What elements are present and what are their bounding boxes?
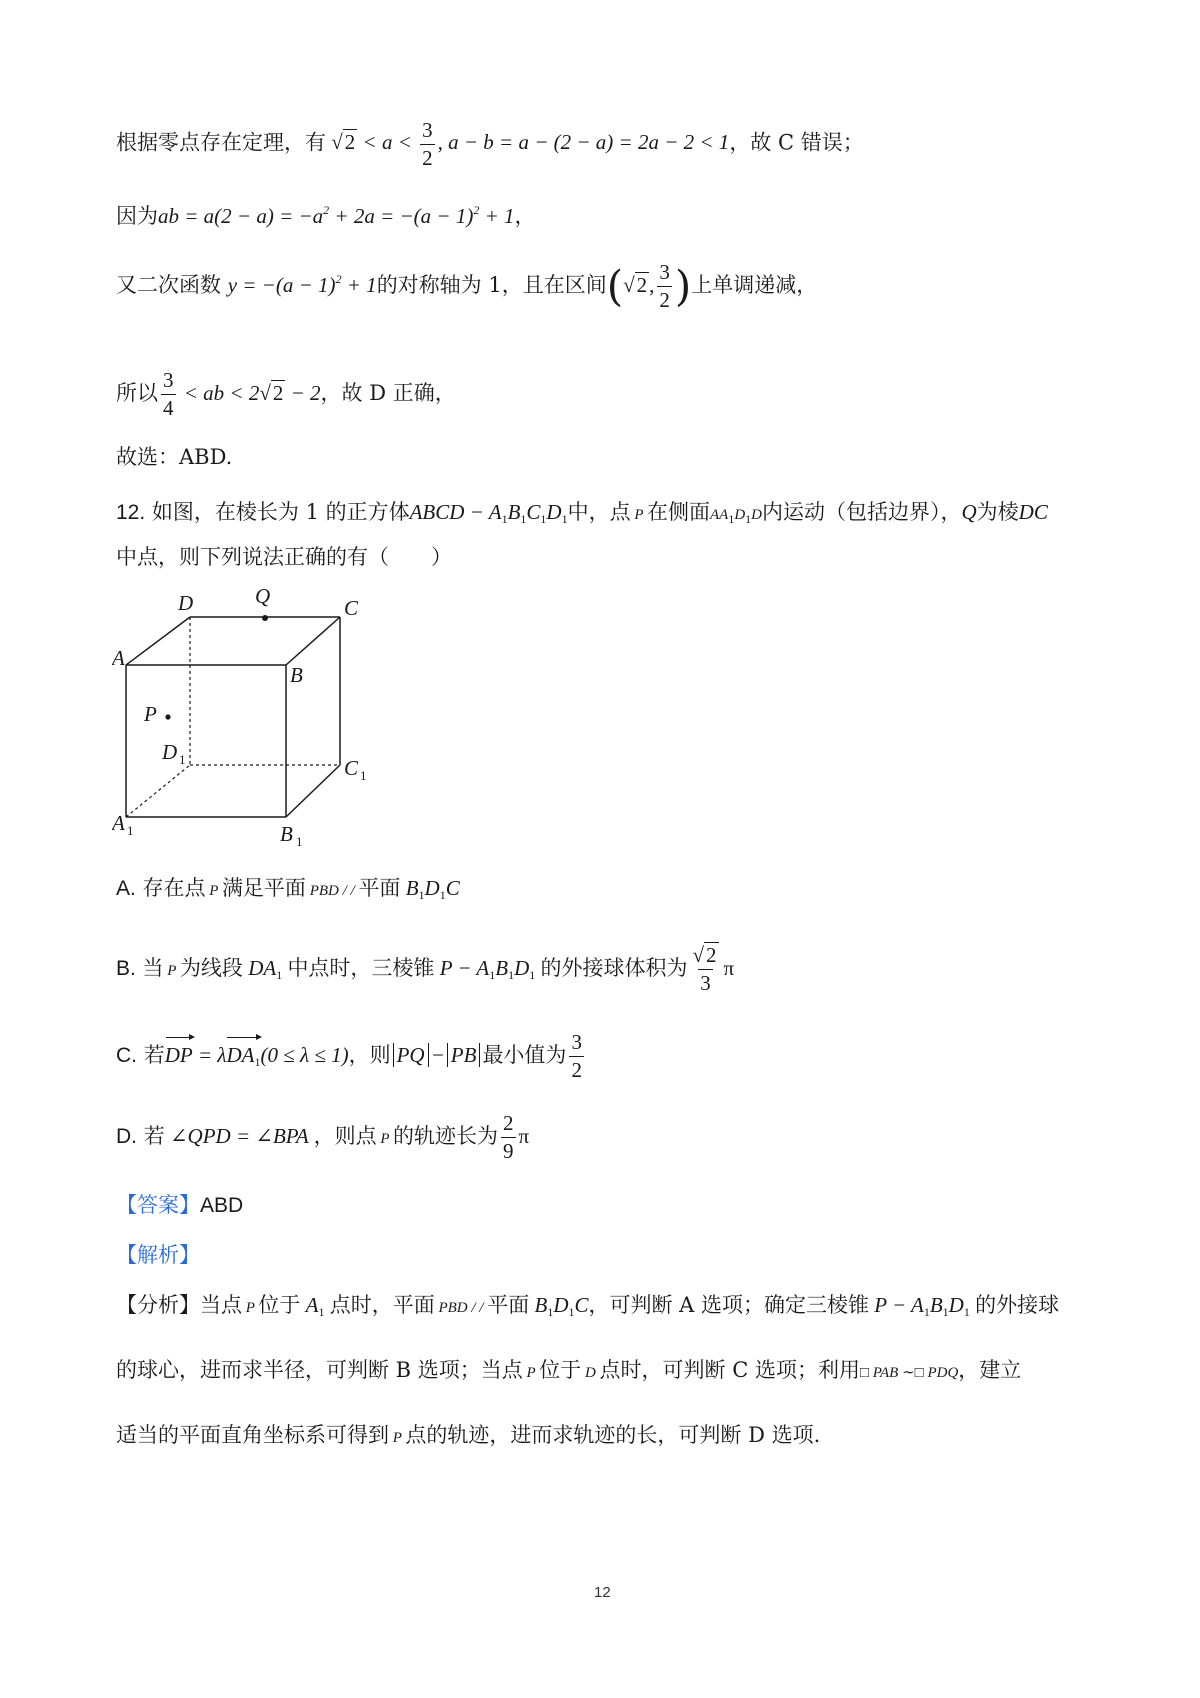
text-segment: 适当的平面直角坐标系可得到 xyxy=(116,1423,389,1447)
text-segment: 上单调递减， xyxy=(691,273,818,297)
text-segment: 中，点 xyxy=(567,500,631,524)
label-q: Q xyxy=(255,585,271,608)
label-p: P xyxy=(144,702,157,726)
text-segment: 点的轨迹，进而求轨迹的长，可判断 D 选项. xyxy=(405,1423,821,1447)
solution-line-zero-theorem: 根据零点存在定理，有 √2 < a < $\frac{3}{2}$ , a − b = a − (2 − a) = 2a − 2 < 1，故 C 错误； xyxy=(116,118,864,170)
label-c1: C xyxy=(344,756,359,780)
text-segment: 满足平面 xyxy=(221,876,306,900)
question-12-line2 xyxy=(116,542,452,572)
text-segment: 如图，在棱长为 1 的正方体 xyxy=(151,500,410,524)
text-segment: 的球心，进而求半径，可判断 B 选项；当点 xyxy=(116,1358,523,1382)
text-segment: 又二次函数 xyxy=(116,273,221,297)
label-a: A xyxy=(112,646,125,670)
label-c: C xyxy=(344,596,359,620)
text-segment: ，则点 xyxy=(313,1124,377,1148)
option-letter: A. xyxy=(116,877,136,900)
option-letter: C. xyxy=(116,1044,137,1067)
text-segment: 因为 xyxy=(116,204,158,228)
text-segment: 在侧面 xyxy=(646,500,710,524)
cube-figure xyxy=(112,585,392,850)
text-segment: 当 xyxy=(142,956,164,980)
text-segment: 若 xyxy=(143,1043,165,1067)
analysis-tag: 【解析】 xyxy=(116,1243,200,1267)
option-d: D. 若 ∠QPD = ∠BPA ，则点 P 的轨迹长为 $\frac{2}{9}$ π xyxy=(116,1111,530,1163)
text-segment: 位于 xyxy=(539,1358,582,1382)
edge-b1c1 xyxy=(286,765,340,817)
text-segment: 内运动（包括边界）， xyxy=(762,500,962,524)
text-segment: 根据零点存在定理，有 xyxy=(116,130,326,155)
label-d1: D xyxy=(162,740,178,764)
page-number: 12 xyxy=(594,1584,611,1601)
text-segment: 的轨迹长为 xyxy=(393,1124,499,1148)
label-a1: A xyxy=(112,811,125,835)
option-letter: D. xyxy=(116,1125,137,1148)
question-12-line1: 12. 如图，在棱长为 1 的正方体ABCD − $A_1B_1C_1D_1$中，点 P 在侧面$AA_1D_1D$内运动（包括边界），Q为棱DC xyxy=(116,500,1048,526)
edge-ad xyxy=(126,617,190,665)
answer-value: ABD xyxy=(200,1194,244,1217)
analysis-line-2: 的球心，进而求半径，可判断 B 选项；当点 P 位于 D 点时，可判断 C 选项；利用□ PAB ∼□ PDQ，建立 xyxy=(116,1358,1022,1382)
text-segment: 最小值为 xyxy=(482,1043,567,1067)
answer-tag: 【答案】 xyxy=(116,1193,200,1217)
point-p xyxy=(165,714,170,719)
edge-a1d1 xyxy=(126,765,190,817)
text-segment: 平面 xyxy=(358,876,401,900)
label-a1-sub: 1 xyxy=(127,823,134,838)
edge-bc xyxy=(286,617,340,665)
text-segment: 中点时，三棱锥 xyxy=(287,956,435,980)
option-letter: B. xyxy=(116,957,136,980)
text-segment: ，则 xyxy=(348,1043,391,1067)
text-segment: 所以 xyxy=(116,381,158,405)
analysis-line-1: 【分析】当点 P 位于 $A_1$ 点时，平面 PBD / / 平面 $B_1D_1C$，可判断 A 选项；确定三棱锥 $P - A_1B_1D_1$ 的外接球 xyxy=(116,1293,1060,1319)
option-a: A. 存在点 P 满足平面 PBD / / 平面 $B_1D_1C$ xyxy=(116,876,460,902)
text-segment: 中点，则下列说法正确的有（ ） xyxy=(116,545,452,569)
text-segment: 点时，平面 xyxy=(329,1293,435,1317)
text-segment: 为棱 xyxy=(976,500,1019,524)
label-c1-sub: 1 xyxy=(360,768,367,783)
text-segment: 若 xyxy=(143,1124,165,1148)
text-segment: 的外接球体积为 xyxy=(540,956,688,980)
text-segment: 位于 xyxy=(258,1293,301,1317)
question-number: 12. xyxy=(116,501,146,524)
text-segment: 点时，可判断 C 选项；利用 xyxy=(599,1358,860,1382)
text-segment: 为线段 xyxy=(179,956,243,980)
label-d: D xyxy=(178,591,194,615)
text-segment: 存在点 xyxy=(142,876,206,900)
text-segment: 平面 xyxy=(487,1293,530,1317)
text-segment: ，可判断 A 选项；确定三棱锥 xyxy=(588,1293,870,1317)
label-b1-sub: 1 xyxy=(296,834,303,849)
solution-line-ab-expression: 因为ab = $a(2 - a) = -a^2 + 2a = -(a - 1)^2 + 1$， xyxy=(116,203,536,228)
analysis-tag-line xyxy=(116,1240,200,1270)
text-segment: ，故 C 错误； xyxy=(729,130,864,155)
option-c: C. 若DP = λDA$_1$(0 ≤ λ ≤ 1)，则 PQ − PB 最小值为 $\frac{3}{2}$ xyxy=(116,1030,582,1082)
answer-line xyxy=(116,1190,243,1221)
label-b1: B xyxy=(280,822,293,846)
text-segment: 故选：ABD. xyxy=(116,445,233,469)
label-d1-sub: 1 xyxy=(179,752,186,767)
solution-line-conclusion-d: 所以 $\frac{3}{4}$ < ab < 2√2 − 2，故 D 正确， xyxy=(116,368,456,420)
label-b: B xyxy=(290,663,303,687)
solution-line-quadratic: 又二次函数 $y = -(a - 1)^2 + 1$的对称轴为 1，且在区间(√2, $\frac{3}{2}$ )上单调递减， xyxy=(116,260,818,312)
fenxi-tag: 【分析】 xyxy=(116,1293,200,1317)
analysis-line-3: 适当的平面直角坐标系可得到 P 点的轨迹，进而求轨迹的长，可判断 D 选项. xyxy=(116,1423,821,1447)
text-segment: 的外接球 xyxy=(975,1293,1060,1317)
text-segment: 当点 xyxy=(200,1293,242,1317)
text-segment: 的对称轴为 1，且在区间 xyxy=(376,273,607,297)
point-q xyxy=(262,615,268,621)
option-b: B. 当 P 为线段 $DA_1$ 中点时，三棱锥 $P - A_1B_1D_1$ 的外接球体积为 $\frac{√2}{3}$ π xyxy=(116,943,735,995)
final-choice xyxy=(116,442,232,472)
text-segment: ，故 D 正确， xyxy=(320,381,456,405)
text-segment: ，建立 xyxy=(958,1358,1022,1382)
